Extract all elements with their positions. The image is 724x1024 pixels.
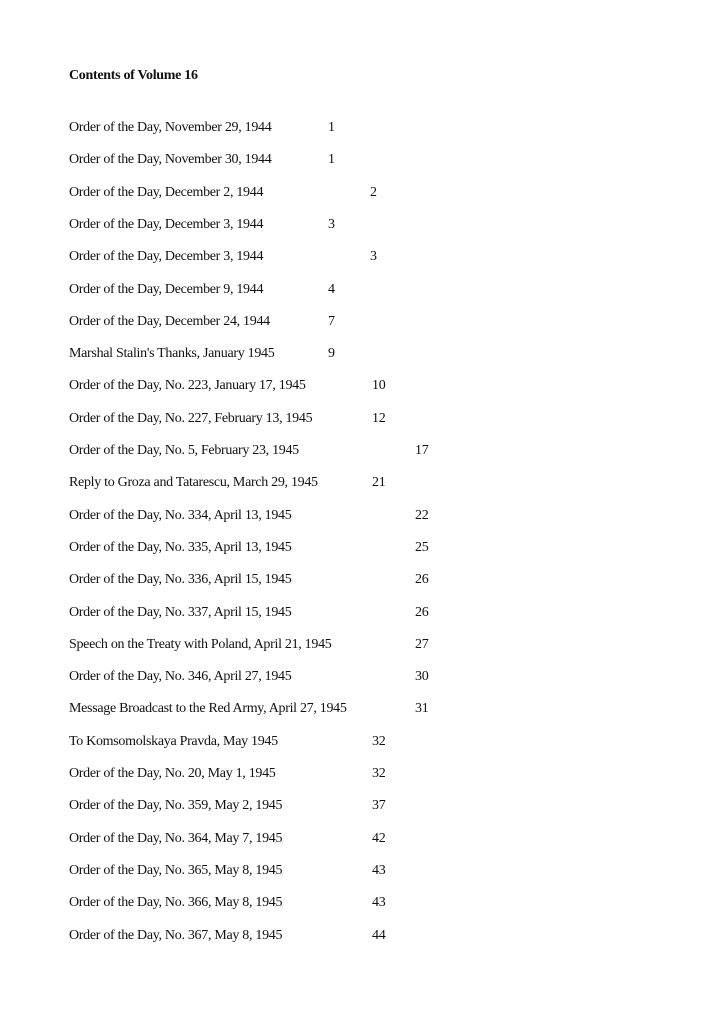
toc-entry (0, 312, 724, 332)
toc-entry-title: Order of the Day, No. 227, February 13, 1945 (69, 410, 313, 426)
toc-entry (0, 667, 724, 687)
toc-entry (0, 893, 724, 913)
toc-entry (0, 603, 724, 623)
toc-entry (0, 635, 724, 655)
toc-entry-title: Order of the Day, No. 335, April 13, 1945 (69, 539, 292, 555)
toc-entry (0, 506, 724, 526)
toc-entry-title: Order of the Day, December 9, 1944 (69, 281, 264, 297)
toc-entry-page-number: 43 (372, 862, 386, 878)
toc-entry (0, 926, 724, 946)
toc-entry-title: Order of the Day, December 2, 1944 (69, 184, 264, 200)
toc-entry-page-number: 37 (372, 798, 386, 814)
toc-entry-title: Order of the Day, December 3, 1944 (69, 216, 264, 232)
toc-entry-page-number: 43 (372, 895, 386, 911)
toc-entry (0, 861, 724, 881)
toc-entry-title: Order of the Day, No. 223, January 17, 1945 (69, 378, 306, 394)
toc-entry-title: Order of the Day, November 29, 1944 (69, 120, 272, 135)
toc-entry (0, 247, 724, 267)
toc-entry-title: Speech on the Treaty with Poland, April 21, 1945 (69, 636, 332, 652)
toc-entry-title: Order of the Day, No. 359, May 2, 1945 (69, 798, 283, 814)
toc-entry-page-number: 21 (372, 475, 386, 491)
toc-entry-page-number: 26 (415, 572, 429, 588)
toc-entry-page-number: 17 (415, 443, 429, 458)
toc-entry-title: Order of the Day, No. 337, April 15, 1945 (69, 604, 292, 620)
toc-entry (0, 538, 724, 558)
toc-entry-page-number: 1 (328, 152, 335, 168)
toc-entry (0, 150, 724, 170)
toc-entry-page-number: 10 (372, 378, 386, 394)
toc-entry-page-number: 4 (328, 281, 335, 297)
toc-entry-page-number: 3 (370, 249, 377, 265)
toc-entry-title: Order of the Day, No. 20, May 1, 1945 (69, 766, 276, 781)
toc-entry-title: Message Broadcast to the Red Army, April 27, 1945 (69, 701, 347, 717)
toc-entry-title: To Komsomolskaya Pravda, May 1945 (69, 733, 278, 749)
toc-entry (0, 441, 724, 461)
toc-entry (0, 344, 724, 364)
toc-entry-title: Order of the Day, November 30, 1944 (69, 152, 272, 168)
toc-entry (0, 215, 724, 235)
toc-entry-title: Order of the Day, No. 334, April 13, 1945 (69, 507, 292, 523)
toc-entry-page-number: 25 (415, 539, 429, 555)
toc-entry-page-number: 30 (415, 669, 429, 685)
toc-entry (0, 473, 724, 493)
contents-heading: Contents of Volume 16 (69, 68, 198, 83)
toc-entry-page-number: 26 (415, 604, 429, 620)
toc-entry (0, 764, 724, 784)
toc-entry (0, 376, 724, 396)
toc-entry (0, 118, 724, 138)
toc-entry-title: Marshal Stalin's Thanks, January 1945 (69, 346, 275, 362)
toc-entry-page-number: 2 (370, 184, 377, 200)
toc-entry-page-number: 44 (372, 927, 386, 943)
toc-entry (0, 280, 724, 300)
toc-entry-page-number: 32 (372, 766, 386, 781)
toc-entry (0, 699, 724, 719)
toc-entry-title: Reply to Groza and Tatarescu, March 29, 1945 (69, 475, 318, 491)
toc-entry-page-number: 42 (372, 830, 386, 846)
toc-entry-page-number: 27 (415, 636, 429, 652)
toc-entry-page-number: 1 (328, 120, 335, 135)
toc-entry-page-number: 32 (372, 733, 386, 749)
toc-entry-page-number: 9 (328, 346, 335, 362)
toc-entry-title: Order of the Day, No. 366, May 8, 1945 (69, 895, 283, 911)
toc-entry (0, 829, 724, 849)
toc-entry (0, 796, 724, 816)
toc-entry-title: Order of the Day, No. 336, April 15, 1945 (69, 572, 292, 588)
toc-entry-page-number: 3 (328, 216, 335, 232)
toc-entry (0, 732, 724, 752)
toc-entry (0, 409, 724, 429)
toc-entry (0, 570, 724, 590)
toc-entry-page-number: 31 (415, 701, 429, 717)
toc-entry-title: Order of the Day, December 24, 1944 (69, 313, 270, 329)
toc-entry-title: Order of the Day, No. 5, February 23, 1945 (69, 443, 299, 458)
toc-entry-title: Order of the Day, No. 346, April 27, 1945 (69, 669, 292, 685)
toc-entry-title: Order of the Day, No. 367, May 8, 1945 (69, 927, 283, 943)
toc-entry-page-number: 7 (328, 313, 335, 329)
toc-entry-title: Order of the Day, No. 365, May 8, 1945 (69, 862, 283, 878)
toc-entry-title: Order of the Day, No. 364, May 7, 1945 (69, 830, 283, 846)
toc-entry-page-number: 22 (415, 507, 429, 523)
toc-entry-title: Order of the Day, December 3, 1944 (69, 249, 264, 265)
toc-entry-page-number: 12 (372, 410, 386, 426)
toc-entry (0, 183, 724, 203)
